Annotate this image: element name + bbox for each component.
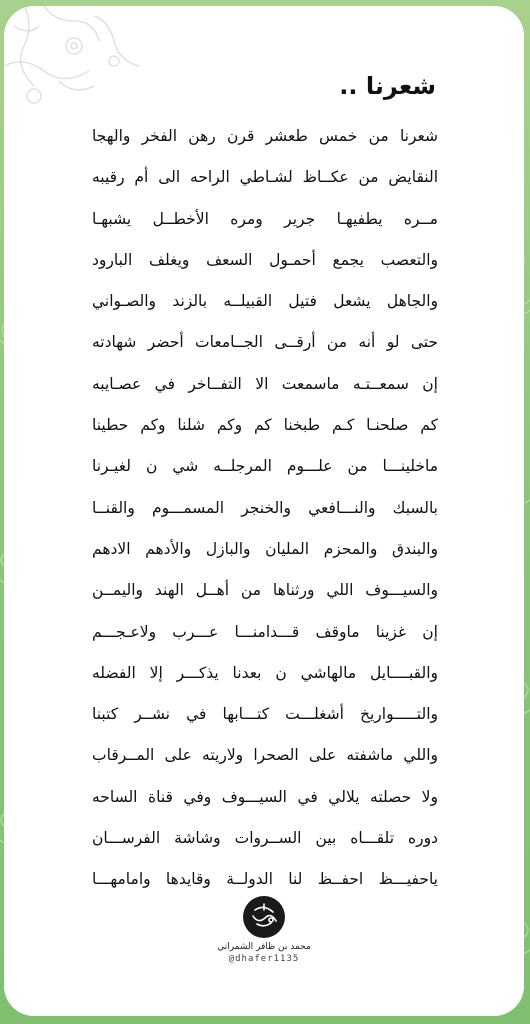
- poem-line: شعرنا من خمس طعشر قرن رهن الفخر والهجا: [92, 127, 438, 145]
- poem-line: النقايض من عكــاظ لشـاطي الراحه الى أم رقيبه: [92, 168, 438, 187]
- poem-line: والبندق والمحزم المليان والبازل والأدهم الادهم: [92, 539, 438, 558]
- poem-line: إن سمعــتـه ماسمعت الا التفــاخر في عصـايبه: [92, 374, 438, 393]
- poem-line: والسيـــوف اللي ورثناها من أهــل الهند واليمــن: [92, 581, 438, 600]
- poem-line: كم صلحنـا كـم طبخنا كم وكم شلنا وكم حطينا: [92, 416, 438, 435]
- poem-lines: [92, 116, 438, 901]
- poem-line: حتى لو أنه من أرقــى الجــامعات أحضر شهادته: [92, 333, 438, 352]
- poem-line: بالسبك والنـــافعي والخنجر المسمـــوم والقنــا: [92, 498, 438, 517]
- poem-line: مــره يطفيهـا جرير ومره الأخطــل يشبهـا: [92, 209, 438, 228]
- poem-line: والتـــــواريخ أشغلـــت كتـــابها في نشــر كتبنا: [92, 705, 438, 724]
- poem-line: دوره تلقـــاه بين الســروات وشاشة الفرســـان: [92, 829, 438, 848]
- poem-line: والتعصب يجمع أحمـول السعف ويغلف البارود: [92, 250, 438, 269]
- calligraphy-seal-logo-icon: [243, 896, 285, 938]
- author-name: محمد بن ظافر الشمراني: [217, 942, 311, 952]
- signature: [4, 896, 524, 964]
- poem-line: إن غزينا ماوقف قـــدامنـــا عـــرب ولاعـجـــم: [92, 622, 438, 641]
- poem-title: شعرنا ..: [339, 72, 436, 100]
- author-handle: @dhafer1135: [228, 954, 300, 964]
- poem-line: والجاهل يشعل فتيل القبيلــه بالزند والصـواني: [92, 292, 438, 311]
- poem-line: واللي ماشفته على الصحرا ولاريته على المــرقاب: [92, 746, 438, 765]
- poem-line: والقبــــايل مالهاشي ن بعدنا يذكـــر إلا الفضله: [92, 663, 438, 682]
- poem-line: ولا حصلته يلالي في السيـــوف وفي قناة الساحه: [92, 787, 438, 806]
- corner-pattern: [4, 6, 154, 126]
- poem-card: [4, 6, 524, 1016]
- poem-line: ماخلينـــا من علـــوم المرجلــه شي ن لغيـرنا: [92, 457, 438, 476]
- poem-line: ياحفيـــظ احفــظ لنا الدولــة وقايدها وامامهـــا: [92, 870, 438, 889]
